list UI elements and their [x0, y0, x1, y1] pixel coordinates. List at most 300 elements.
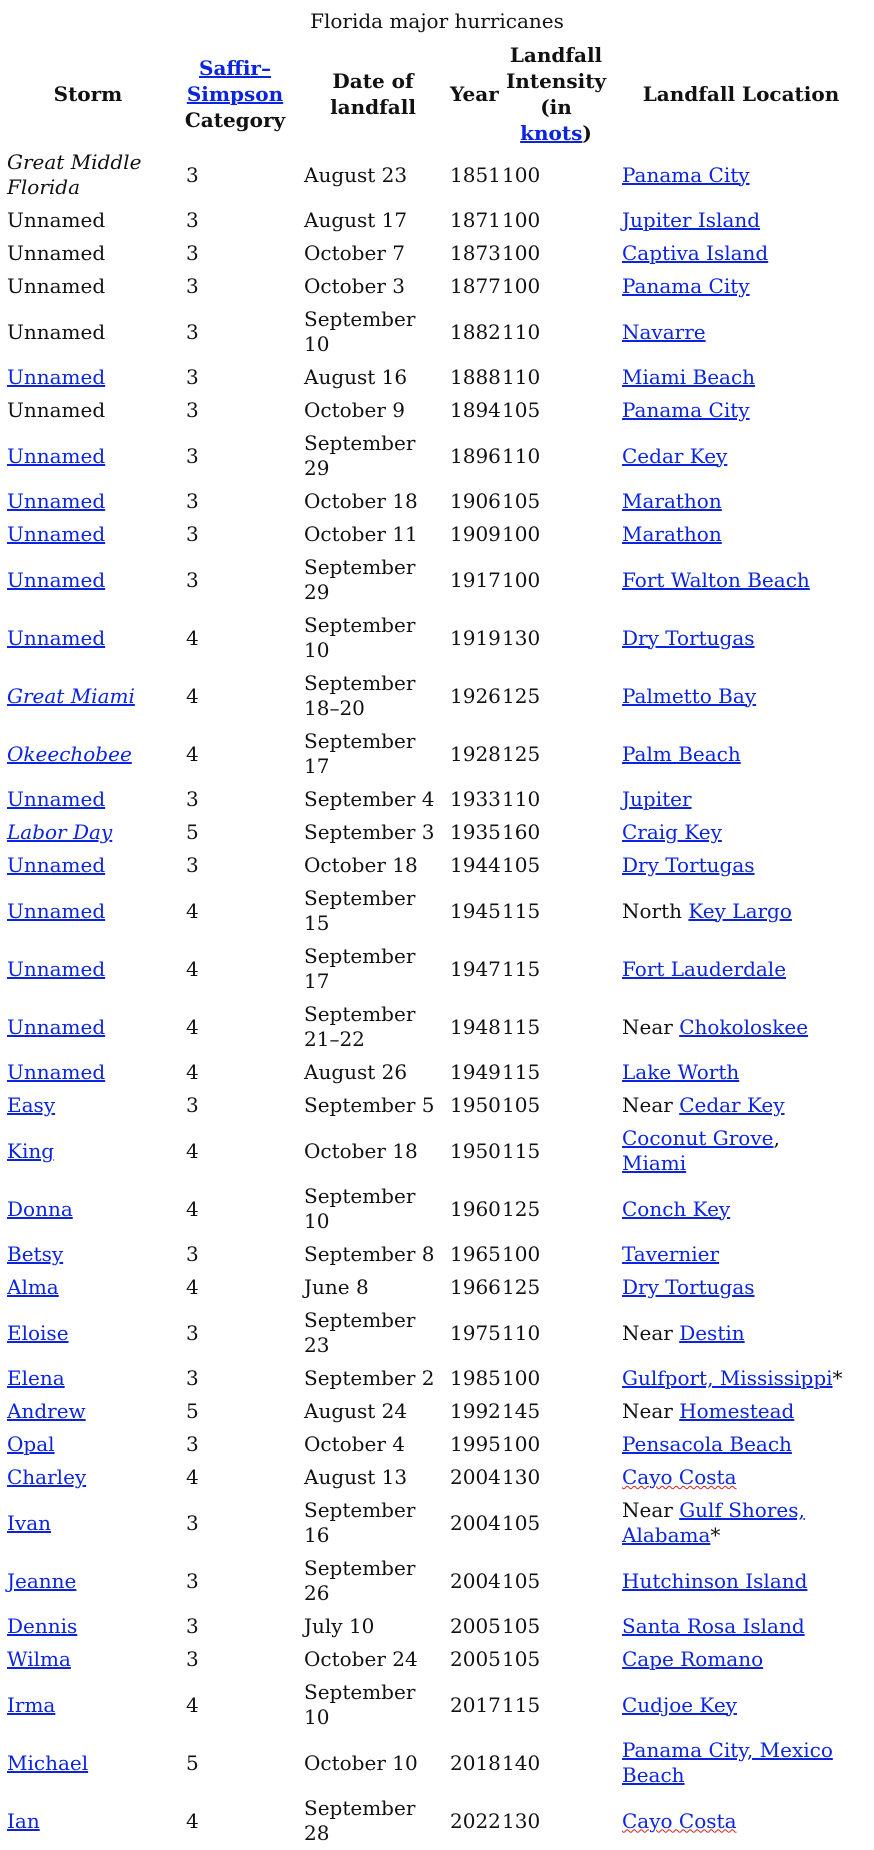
hurricanes-table [4, 42, 870, 1850]
intensity-cell: 105 [502, 853, 541, 877]
location-cell [612, 1362, 870, 1395]
date-cell: September 2 [304, 1366, 435, 1390]
location-prefix: Near [622, 1014, 680, 1039]
category-cell: 5 [186, 1399, 199, 1423]
location-cell [612, 204, 870, 237]
year-cell: 1944 [450, 853, 501, 877]
intensity-cell: 110 [502, 1320, 541, 1345]
table-row [4, 1304, 870, 1362]
intensity-cell: 110 [502, 319, 541, 344]
intensity-cell: 125 [502, 1196, 541, 1221]
storm-cell [4, 427, 172, 485]
intensity-cell: 115 [502, 1138, 541, 1163]
location-cell [612, 361, 870, 394]
year-cell: 1888 [450, 365, 501, 389]
year-cell: 1950 [450, 1138, 501, 1163]
year-cell: 2004 [450, 1465, 501, 1489]
location-link[interactable]: Jupiter [622, 787, 692, 811]
location-cell [612, 1304, 870, 1362]
intensity-cell: 110 [502, 443, 541, 468]
table-row [4, 849, 870, 882]
table-row [4, 1428, 870, 1461]
location-link[interactable]: Cayo Costa [622, 1465, 737, 1489]
category-cell: 4 [186, 683, 199, 708]
year-cell: 2022 [450, 1808, 501, 1833]
intensity-cell: 105 [502, 1510, 541, 1535]
table-row [4, 609, 870, 667]
storm-link[interactable]: Unnamed [7, 489, 106, 513]
storm-link[interactable]: Elena [7, 1366, 65, 1390]
table-row [4, 816, 870, 849]
location-link[interactable]: Hutchinson Island [622, 1568, 808, 1593]
date-cell: October 4 [304, 1432, 405, 1456]
location-link[interactable]: Chokoloskee [679, 1014, 809, 1039]
storm-cell [4, 882, 172, 940]
year-cell: 1935 [450, 820, 501, 844]
category-cell: 3 [186, 1093, 199, 1117]
location-cell [612, 1461, 870, 1494]
location-link[interactable]: Cedar Key [679, 1093, 785, 1117]
storm-cell [4, 518, 172, 551]
location-cell [612, 1428, 870, 1461]
storm-cell [4, 1792, 172, 1850]
date-cell: July 10 [304, 1614, 375, 1638]
category-cell: 4 [186, 1196, 199, 1221]
category-cell: 4 [186, 1692, 199, 1717]
category-cell: 5 [186, 820, 199, 844]
date-cell: September 15 [304, 886, 416, 935]
storm-link[interactable]: Unnamed [7, 956, 106, 981]
intensity-cell: 160 [502, 820, 541, 844]
location-suffix: * [832, 1366, 843, 1390]
date-cell: October 3 [304, 274, 405, 298]
storm-cell [4, 667, 172, 725]
location-cell [612, 882, 870, 940]
year-cell: 1947 [450, 956, 501, 981]
location-link[interactable]: Pensacola Beach [622, 1432, 792, 1456]
header-intensity-label: Landfall Intensity (in [505, 43, 607, 119]
year-cell: 1894 [450, 398, 501, 422]
intensity-cell: 105 [502, 398, 541, 422]
storm-link[interactable]: Charley [7, 1465, 87, 1489]
table-row [4, 427, 870, 485]
storm-cell [4, 609, 172, 667]
storm-link[interactable]: Andrew [7, 1399, 86, 1423]
storm-link[interactable]: Unnamed [7, 853, 106, 877]
year-cell: 1851 [450, 162, 501, 187]
category-cell: 4 [186, 1465, 199, 1489]
intensity-cell: 105 [502, 1568, 541, 1593]
date-cell: September 17 [304, 944, 416, 993]
table-row [4, 518, 870, 551]
intensity-cell: 100 [502, 1432, 541, 1456]
header-year: Year [450, 82, 499, 106]
category-cell: 3 [186, 274, 199, 298]
storm-cell [4, 1056, 172, 1089]
intensity-cell: 100 [502, 1366, 541, 1390]
location-link[interactable]: Cudjoe Key [622, 1692, 737, 1717]
date-cell: October 18 [304, 489, 418, 513]
storm-cell [4, 146, 172, 204]
storm-cell [4, 1304, 172, 1362]
location-link[interactable]: Panama City, Mexico Beach [622, 1738, 833, 1787]
location-prefix: Near [622, 1399, 680, 1423]
intensity-cell: 105 [502, 1647, 541, 1671]
category-cell: 3 [186, 489, 199, 513]
date-cell: September 16 [304, 1498, 416, 1547]
storm-link[interactable]: King [7, 1138, 55, 1163]
intensity-cell: 145 [502, 1399, 541, 1423]
location-link[interactable]: Miami Beach [622, 365, 756, 389]
header-intensity-close: ) [582, 121, 592, 145]
date-cell: September 21–22 [304, 1002, 416, 1051]
category-cell: 4 [186, 741, 199, 766]
intensity-cell: 115 [502, 1692, 541, 1717]
location-link[interactable]: Panama City [622, 274, 750, 298]
storm-cell [4, 1271, 172, 1304]
storm-name: Unnamed [7, 274, 106, 298]
date-cell: August 13 [304, 1465, 408, 1489]
table-row [4, 237, 870, 270]
date-cell: September 29 [304, 431, 416, 480]
category-cell: 3 [186, 208, 199, 232]
table-row [4, 1676, 870, 1734]
header-date: Date of landfall [330, 69, 416, 119]
year-cell: 2005 [450, 1614, 501, 1638]
location-cell [612, 551, 870, 609]
location-cell [612, 394, 870, 427]
storm-cell [4, 1238, 172, 1271]
location-link[interactable]: Cape Romano [622, 1647, 764, 1671]
header-storm: Storm [53, 82, 123, 106]
year-cell: 1950 [450, 1093, 501, 1117]
year-cell: 1975 [450, 1320, 501, 1345]
intensity-cell: 110 [502, 365, 541, 389]
storm-link[interactable]: Great Miami [7, 683, 135, 708]
storm-link[interactable]: Unnamed [7, 1014, 106, 1039]
location-cell [612, 1643, 870, 1676]
knots-link[interactable]: knots [520, 121, 583, 145]
location-cell [612, 1552, 870, 1610]
location-link[interactable]: Destin [679, 1320, 745, 1345]
intensity-cell: 130 [502, 1465, 541, 1489]
storm-cell [4, 1395, 172, 1428]
year-cell: 1960 [450, 1196, 501, 1221]
location-link[interactable]: Palmetto Bay [622, 683, 757, 708]
location-link[interactable]: Key Largo [688, 898, 792, 923]
date-cell: October 9 [304, 398, 405, 422]
intensity-cell: 115 [502, 956, 541, 981]
intensity-cell: 125 [502, 1275, 541, 1299]
storm-cell [4, 1494, 172, 1552]
category-cell: 3 [186, 1320, 199, 1345]
storm-name: Unnamed [7, 241, 106, 265]
location-link[interactable]: Palm Beach [622, 741, 741, 766]
category-cell: 3 [186, 162, 199, 187]
location-link[interactable]: Lake Worth [622, 1060, 740, 1084]
year-cell: 1871 [450, 208, 501, 232]
year-cell: 1948 [450, 1014, 501, 1039]
category-cell: 5 [186, 1750, 199, 1775]
year-cell: 1882 [450, 319, 501, 344]
date-cell: October 11 [304, 522, 418, 546]
category-cell: 3 [186, 522, 199, 546]
category-cell: 3 [186, 443, 199, 468]
date-cell: September 17 [304, 729, 416, 778]
location-cell [612, 427, 870, 485]
location-cell [612, 609, 870, 667]
table-row [4, 783, 870, 816]
header-category-label: Category [184, 108, 286, 132]
table-row [4, 940, 870, 998]
header-category [172, 42, 298, 146]
storm-link[interactable]: Dennis [7, 1614, 78, 1638]
date-cell: October 18 [304, 853, 418, 877]
storm-cell [4, 940, 172, 998]
year-cell: 1906 [450, 489, 501, 513]
location-cell [612, 1089, 870, 1122]
location-cell [612, 485, 870, 518]
intensity-cell: 125 [502, 741, 541, 766]
category-cell: 4 [186, 1138, 199, 1163]
location-cell [612, 146, 870, 204]
table-row [4, 204, 870, 237]
year-cell: 1917 [450, 567, 501, 592]
location-link[interactable]: Jupiter Island [622, 208, 761, 232]
location-link[interactable]: Dry Tortugas [622, 853, 755, 877]
location-link[interactable]: Craig Key [622, 820, 722, 844]
location-cell [612, 940, 870, 998]
storm-link[interactable]: Opal [7, 1432, 55, 1456]
storm-link[interactable]: Donna [7, 1196, 73, 1221]
storm-cell [4, 485, 172, 518]
date-cell: August 23 [304, 162, 408, 187]
date-cell: October 7 [304, 241, 405, 265]
storm-link[interactable]: Unnamed [7, 1060, 106, 1084]
storm-cell [4, 237, 172, 270]
year-cell: 2004 [450, 1510, 501, 1535]
location-prefix: North [622, 898, 689, 923]
location-link[interactable]: Marathon [622, 522, 722, 546]
storm-name: Great Middle Florida [7, 150, 142, 199]
storm-cell [4, 1180, 172, 1238]
category-cell: 3 [186, 1568, 199, 1593]
storm-cell [4, 1428, 172, 1461]
location-link[interactable]: Gulf Shores, Alabama [622, 1498, 805, 1547]
storm-cell [4, 1461, 172, 1494]
year-cell: 2004 [450, 1568, 501, 1593]
location-link[interactable]: Tavernier [622, 1242, 720, 1266]
storm-cell [4, 394, 172, 427]
intensity-cell: 100 [502, 162, 541, 187]
location-link[interactable]: Dry Tortugas [622, 1275, 755, 1299]
year-cell: 1985 [450, 1366, 501, 1390]
location-cell [612, 1122, 870, 1180]
date-cell: October 10 [304, 1750, 418, 1775]
location-prefix: Near [622, 1498, 680, 1522]
location-link[interactable]: Fort Lauderdale [622, 956, 787, 981]
storm-link[interactable]: Unnamed [7, 787, 106, 811]
table-row [4, 1610, 870, 1643]
category-cell: 4 [186, 1060, 199, 1084]
storm-link[interactable]: Eloise [7, 1320, 69, 1345]
date-cell: August 24 [304, 1399, 408, 1423]
location-link[interactable]: Cayo Costa [622, 1808, 737, 1833]
table-row [4, 1395, 870, 1428]
storm-link[interactable]: Unnamed [7, 567, 106, 592]
table-row [4, 1734, 870, 1792]
year-cell: 1966 [450, 1275, 501, 1299]
year-cell: 1945 [450, 898, 501, 923]
table-row [4, 303, 870, 361]
storm-link[interactable]: Unnamed [7, 365, 106, 389]
storm-link[interactable]: Unnamed [7, 522, 106, 546]
header-row [4, 42, 870, 146]
table-row [4, 551, 870, 609]
category-cell: 3 [186, 1242, 199, 1266]
storm-name: Unnamed [7, 208, 106, 232]
location-link[interactable]: Panama City [622, 162, 750, 187]
storm-cell [4, 270, 172, 303]
location-link[interactable]: Captiva Island [622, 241, 769, 265]
storm-cell [4, 1676, 172, 1734]
table-row [4, 1552, 870, 1610]
category-cell: 4 [186, 625, 199, 650]
location-cell [612, 1395, 870, 1428]
storm-link[interactable]: Michael [7, 1750, 89, 1775]
year-cell: 1995 [450, 1432, 501, 1456]
year-cell: 1896 [450, 443, 501, 468]
location-cell [612, 1792, 870, 1850]
storm-link[interactable]: Betsy [7, 1242, 64, 1266]
location-prefix: Near [622, 1320, 680, 1345]
year-cell: 2017 [450, 1692, 501, 1717]
location-cell [612, 783, 870, 816]
table-row [4, 1056, 870, 1089]
intensity-cell: 105 [502, 1093, 541, 1117]
category-cell: 3 [186, 567, 199, 592]
location-link[interactable]: Marathon [622, 489, 722, 513]
storm-link[interactable]: Labor Day [7, 820, 113, 844]
date-cell: August 26 [304, 1060, 408, 1084]
storm-link[interactable]: Wilma [7, 1647, 71, 1671]
date-cell: September 4 [304, 787, 435, 811]
location-link[interactable]: Santa Rosa Island [622, 1614, 805, 1638]
table-row [4, 1238, 870, 1271]
year-cell: 1877 [450, 274, 501, 298]
location-link[interactable]: Fort Walton Beach [622, 567, 810, 592]
location-link[interactable]: Navarre [622, 319, 706, 344]
header-intensity [500, 42, 612, 146]
storm-link[interactable]: Unnamed [7, 898, 106, 923]
table-row [4, 1792, 870, 1850]
location-link[interactable]: Homestead [679, 1399, 795, 1423]
category-cell: 3 [186, 365, 199, 389]
saffir-simpson-link[interactable]: Saffir–Simpson [186, 56, 284, 106]
date-cell: September 26 [304, 1556, 416, 1605]
storm-cell [4, 361, 172, 394]
location-cell [612, 849, 870, 882]
storm-cell [4, 1734, 172, 1792]
category-cell: 3 [186, 241, 199, 265]
intensity-cell: 140 [502, 1750, 541, 1775]
category-cell: 4 [186, 1275, 199, 1299]
intensity-cell: 105 [502, 1614, 541, 1638]
intensity-cell: 100 [502, 522, 541, 546]
category-cell: 3 [186, 1366, 199, 1390]
intensity-cell: 100 [502, 241, 541, 265]
storm-link[interactable]: Easy [7, 1093, 56, 1117]
storm-link[interactable]: Okeechobee [7, 741, 132, 766]
year-cell: 1949 [450, 1060, 501, 1084]
storm-cell [4, 1362, 172, 1395]
location-link[interactable]: Cedar Key [622, 443, 728, 468]
year-cell: 1909 [450, 522, 501, 546]
date-cell: September 18–20 [304, 671, 416, 720]
intensity-cell: 115 [502, 898, 541, 923]
intensity-cell: 100 [502, 208, 541, 232]
location-link[interactable]: Panama City [622, 398, 750, 422]
header-location: Landfall Location [642, 82, 840, 106]
location-cell [612, 237, 870, 270]
table-row [4, 1122, 870, 1180]
table-row [4, 270, 870, 303]
location-cell [612, 998, 870, 1056]
storm-link[interactable]: Unnamed [7, 443, 106, 468]
table-row [4, 394, 870, 427]
category-cell: 3 [186, 1614, 199, 1638]
location-cell [612, 1180, 870, 1238]
date-cell: September 29 [304, 555, 416, 604]
category-cell: 4 [186, 898, 199, 923]
date-cell: October 24 [304, 1647, 418, 1671]
storm-link[interactable]: Jeanne [7, 1568, 77, 1593]
intensity-cell: 130 [502, 625, 541, 650]
category-cell: 3 [186, 1432, 199, 1456]
storm-cell [4, 1643, 172, 1676]
storm-link[interactable]: Ian [7, 1808, 40, 1833]
location-link[interactable]: Coconut Grove [622, 1126, 774, 1150]
location-cell [612, 518, 870, 551]
location-link[interactable]: Miami [622, 1151, 687, 1175]
intensity-cell: 105 [502, 489, 541, 513]
storm-link[interactable]: Ivan [7, 1510, 52, 1535]
location-cell [612, 1238, 870, 1271]
intensity-cell: 115 [502, 1060, 541, 1084]
intensity-cell: 110 [502, 787, 541, 811]
storm-link[interactable]: Alma [7, 1275, 59, 1299]
category-cell: 3 [186, 398, 199, 422]
category-cell: 3 [186, 1647, 199, 1671]
table-row [4, 485, 870, 518]
intensity-cell: 130 [502, 1808, 541, 1833]
intensity-cell: 100 [502, 1242, 541, 1266]
location-link[interactable]: Gulfport, Mississippi [622, 1366, 833, 1390]
date-cell: September 28 [304, 1796, 416, 1845]
intensity-cell: 125 [502, 683, 541, 708]
year-cell: 1926 [450, 683, 501, 708]
location-link[interactable]: Conch Key [622, 1196, 731, 1221]
storm-link[interactable]: Irma [7, 1692, 56, 1717]
storm-link[interactable]: Unnamed [7, 625, 106, 650]
location-link[interactable]: Dry Tortugas [622, 625, 755, 650]
year-cell: 1992 [450, 1399, 501, 1423]
location-cell [612, 1676, 870, 1734]
table-caption: Florida major hurricanes [310, 9, 564, 33]
table-row [4, 998, 870, 1056]
intensity-cell: 100 [502, 567, 541, 592]
table-row [4, 1362, 870, 1395]
